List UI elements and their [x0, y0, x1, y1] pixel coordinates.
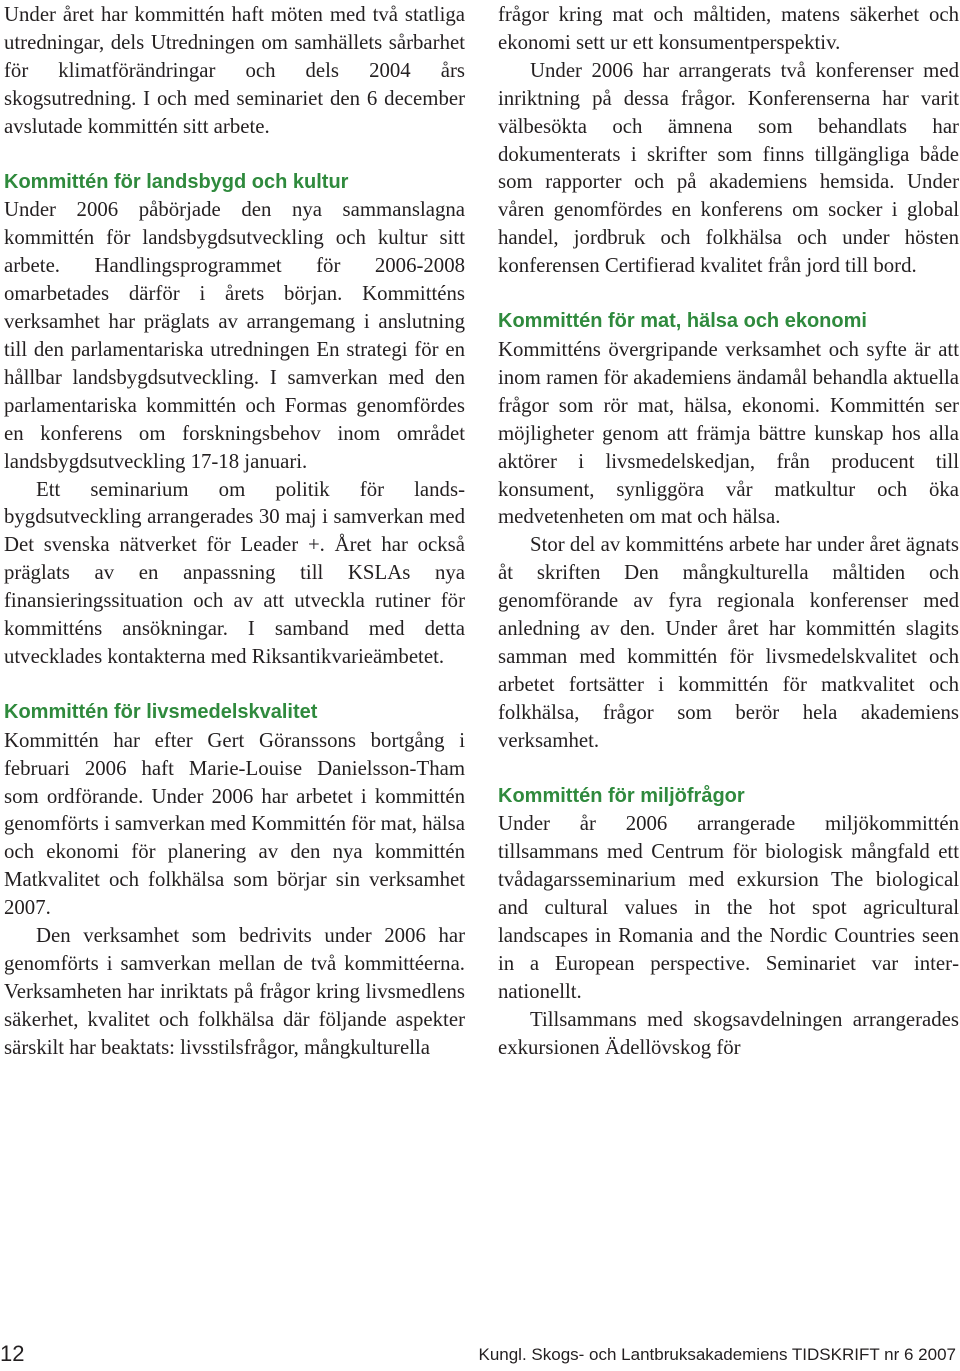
section-spacer [4, 141, 465, 169]
section-heading-livsmedelskvalitet: Kommittén för livsmedelskvalitet [4, 700, 318, 723]
section-spacer [4, 671, 465, 699]
paragraph: Kommittén har efter Gert Göranssons bortgång i februari 2006 haft Marie-Louise Danielsson-Tham som ordförande. Under 2006 har arbetet i kommittén genomförts i samverkan med Kommittén för mat, hälsa och ekonomi för planering av den nya kommittén Matkvalitet och folkhälsa som börjar sin verksamhet 2007. [4, 728, 465, 920]
paragraph: Den verksamhet som bedrivits under 2006 har genomförts i samverkan mellan de två kommittéerna. Verksamheten har inriktats på frågor kring livsmedlens säkerhet, kvalitet och folkhälsa där följande aspekter särskilt har beaktats: livsstilsfrågor, mångkulturella [4, 924, 465, 1059]
paragraph: Under 2006 påbörjade den nya sammanslagna kommittén för landsbygdsutveckling och kultur sitt arbete. Handlingsprogrammet för 2006-2008 omarbetades därför i årets början. Kommitténs verksamhet har präglats av arrangemang i anslutning till den parlamentariska utredningen En strategi för en hållbar landsbygdsutveckling. I samverkan med den parlamentariska kommittén och Formas genomfördes en konferens om forskningsbehov inom området landsbygdsutveckling 17-18 januari. [4, 198, 465, 473]
page-number: 12 [0, 1341, 25, 1366]
paragraph: Under 2006 har arrangerats två konferenser med inriktning på dessa frågor. Konferenserna har varit välbesökta och ämnena som behandlats har dokumenterats i skrifter som finns tillgängliga både som rapporter och på akademiens hemsida. Under våren genomfördes en konferens om socker i global handel, jordbruk och folkhälsa och under hösten konferensen Certifierad kvalitet från jord till bord. [498, 58, 959, 278]
paragraph: Tillsammans med skogsavdelningen arrangerades exkursionen Ädellövskog för [498, 1007, 959, 1059]
page-footer [0, 1339, 960, 1371]
left-column [4, 1, 465, 1062]
paragraph: Under år 2006 arrangerade miljökommittén tillsammans med Centrum för biologisk mångfald ett tvådagarsseminarium med exkursion The biological and cultural values in the hot spot agricultural landscapes in Romania and the Nordic Countries seen in a European perspective. Seminariet var internationellt. [498, 812, 959, 1003]
section-heading-miljofragor: Kommittén för miljöfrågor [498, 784, 745, 807]
section-heading-mat-halsa-ekonomi: Kommittén för mat, hälsa och ekonomi [498, 310, 867, 333]
journal-title: Kungl. Skogs- och Lantbruksakademiens TIDSKRIFT nr 6 2007 [478, 1345, 956, 1364]
paragraph: Ett seminarium om politik för landsbygdsutveckling arrangerades 30 maj i samverkan med Det svenska nätverket för Leader +. Året har också präglats av en anpassning till KSLAs nya finansieringssituation och av att utveckla rutiner för kommitténs ansökningar. I samband med detta utvecklades kontakterna med Riksantikvarieämbetet. [4, 477, 465, 668]
paragraph: frågor kring mat och måltiden, matens säkerhet och ekonomi sett ur ett konsumentperspektiv. [498, 3, 959, 54]
section-spacer [498, 755, 959, 783]
right-column [498, 1, 959, 1062]
paragraph: Under året har kommittén haft möten med två statliga utredningar, dels Utredningen om samhällets sårbarhet för klimatförändringar och dels 2004 års skogsutredning. I och med seminariet den 6 december avslutade kommittén sitt arbete. [4, 3, 465, 138]
paragraph: Stor del av kommitténs arbete har under året ägnats åt skriften Den mångkulturella måltiden och genomförande av fyra regionala konferenser med anledning av den. Under året har kommittén slagits samman med kommittén för livsmedelskvalitet och arbetet fortsätter i kommittén för matkvalitet och folkhälsa, frågor som berör hela akademiens verksamhet. [498, 533, 959, 752]
section-spacer [498, 280, 959, 308]
section-heading-landsbygd-kultur: Kommittén för landsbygd och kultur [4, 170, 349, 193]
paragraph: Kommitténs övergripande verksamhet och syfte är att inom ramen för akademiens ändamål behandla aktuella frågor som rör mat, hälsa, ekonomi. Kommittén ser möjligheter genom att främja bättre kunskap hos alla aktörer i livsmedelskedjan, från producent till konsument, synliggöra vår matkultur och öka medvetenheten om mat och hälsa. [498, 337, 959, 529]
